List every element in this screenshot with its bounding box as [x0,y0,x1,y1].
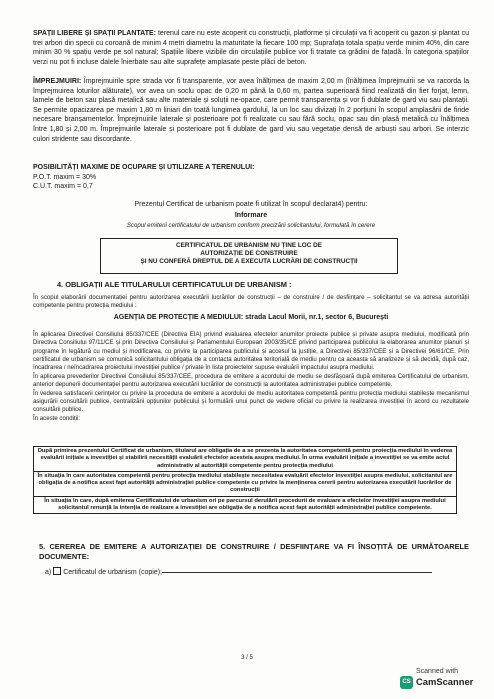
section4-heading: 4. OBLIGAȚII ALE TITULARULUI CERTIFICATULUI DE URBANISM : [57,280,292,289]
notice-line1: CERTIFICATUL DE URBANISM NU ȚINE LOC DE [175,242,323,249]
section4 [33,280,469,423]
cut-value: C.U.T. maxim = 0,7 [33,183,93,191]
scanned-with: Scanned with [416,668,459,675]
imprejmuiri-section [33,77,469,144]
page-number: 3 / 5 [241,654,253,661]
condition-cell [34,472,456,497]
camscanner-watermark [400,668,480,692]
section5 [33,542,469,578]
agency-line: AGENȚIA DE PROTECȚIE A MEDIULUI: strada Lacul Morii, nr.1, sector 6, București [113,313,389,321]
item-a-checkbox [53,567,61,575]
section4-intro: În scopul elaborării documentației pentru autorizarea executării lucrărilor de construcții – de construire / de desființare – solicitantul se va adresa autorității competente pentru protecția mediului : [33,293,469,309]
section4-p3: În vederea satisfacerii cerințelor cu privire la procedura de emitere a acordului de mediu autoritatea competentă pentru protecția mediului stabilește mecanismul asigurării consultării publice, centralizării opțiunilor publicului și formulării unui punct de vedere oficial cu privire la realizarea investiției în acord cu rezultatele consultării publice. [33,390,469,414]
posibilitati-section [33,163,469,192]
spatii-text: terenul care nu este acoperit cu construcții, platforme și circulații va fi acoperit cu gazon și plantat cu trei arbori din specii cu coroană de minim 4 metri diametru la maturitate la fiecare 100 mp; Suprafața totala spațiu verde minim 40%, din care minim 30 % spațiu verde pe sol natural; Spațiile libere vizibile din circulațiile publice vor fi tratate ca grădini de fațadă. În categoria spațiilor verzi nu pot fi incluse dalele înierbate sau alte suprafețe amplasate peste plăci de beton. [33,30,469,66]
imprejmuiri-paragraph [33,77,469,144]
scop-section [33,200,469,230]
section4-p4: În aceste condiții: [33,415,81,423]
condition-2: În situația în care autoritatea competentă pentru protecția mediului stabilește necesitatea evaluării efectelor investiției asupra mediului, solicitantul are obligația de a notifica acest fapt autorității administrației publice competente cu privire la menținerea cererii pentru autorizarea executării lucrărilor de construcții [37,472,453,494]
imprejmuiri-heading: ÎMPREJMUIRI: [33,78,82,85]
item-a-prefix: a) [45,569,52,576]
spatii-paragraph [33,29,469,67]
section5-heading: 5. CEREREA DE EMITERE A AUTORIZAȚIEI DE CONSTRUIRE / DESFIINȚARE VA FI ÎNSOȚITĂ DE URMĂTOARELE DOCUMENTE: [39,542,469,561]
posibilitati-heading: POSIBILITĂȚI MAXIME DE OCUPARE ȘI UTILIZARE A TERENULUI: [33,164,255,171]
item-a-label: Certificatul de urbanism (copie); [63,569,163,576]
scop-line: Prezentul Certificat de urbanism poate fi utilizat în scopul declarat4) pentru: [134,201,368,208]
section4-p2: În aplicarea prevederilor Directivei Consiliului 85/337/CEE, procedura de emitere a acordului de mediu se desfășoară după emiterea Certificatului de urbanism, anterior depunerii documentației pentru autorizarea executării lucrărilor de construcții la autoritatea administrației publice competente. [33,372,469,388]
item-a [33,567,469,578]
camscanner-text [416,668,473,687]
notice-line3: ȘI NU CONFERĂ DREPTUL DE A EXECUTA LUCRĂRI DE CONSTRUCȚII [140,258,358,266]
imprejmuiri-text: Împrejmuirile spre strada vor fi transparente, vor avea înălțimea de maxim 2,00 m (înălțimea împrejmuirii se va racorda la împrejmuirea loturilor alăturate), vor avea un soclu opac de 0,20 m până la 0,60 m, partea superioară fiind realizată din fier forjat, lemn, lamele de beton sau plasă metalică sau alte materiale și soluții ne-opace, care permit transparența și vor fi dublate de gard viu sau plantații. Se permite opacizarea pe maxim 1,80 m liniari din toată lungimea gardului, la un loc sau divizați în 2 porțiuni în scopul amplasării de firide necesare branșamentelor. Împrejmuirile laterale și posterioare pot fi realizate cu sau fără soclu, opac sau din plasă metalică cu înălțimea între 1,80 și 2,00 m. Împrejmuirile laterale și posterioare pot fi dublate de gard viu sau vegetație densă de arbuști sau arbori. Se interzic culori stridente sau discordante. [33,78,469,143]
condition-cell [34,497,456,514]
conditions-box [33,446,457,514]
condition-1: După primirea prezentului Certificat de urbanism, titularul are obligația de a se prezenta la autoritatea competentă pentru protecția mediului în vederea evaluării inițiale a investiției și stabilirii necesității evaluării efectelor acesteia asupra mediului. În urma evaluării inițiale a investiției se va emite actul administrativ al autorității competente pentru protecția mediului [37,448,453,469]
section4-p1: În aplicarea Directivei Consiliului 85/337/CEE (Directiva EIA) privind evaluarea efectelor anumitor proiecte publice și private asupra mediului, modificată prin Directiva Consiliului 97/11/CE și prin Directiva Consiliului și Parlamentului European 2003/35/CE privind participarea publicului la elaborarea anumitor planuri și programe în legătură cu mediul și modificarea, cu privire la participarea publicului și accesul la justiție, a Directivei 85/337/CEE și a Directivei 96/61/CE. Prin certificatul de urbanism se comunică solicitantului obligația de a contacta autoritatea teritorială de mediu pentru ca aceasta să analizeze și să decidă, după caz, încadrarea / neîncadrarea proiectului investiției publice / private în lista proiectelor supuse evaluării impactului asupra mediului. [33,331,469,371]
camscanner-brand: CamScanner [416,676,474,687]
notice-line2: AUTORIZAȚIE DE CONSTRUIRE [200,250,298,258]
condition-3: În situația în care, după emiterea Certificatului de urbanism ori pe parcursul derulării procedurii de evaluare a efectelor investiției asupra mediului solicitantul renunță la intenția de realizare a investiției are obligația de a notifica acest fapt autorității administrației publice competente. [44,497,446,512]
scop-value: Informare [234,211,268,219]
spatii-heading: SPAȚII LIBERE ȘI SPAȚII PLANTATE: [33,30,156,37]
item-a-fill-line [162,571,432,573]
condition-cell [34,447,456,472]
spatii-section [33,29,469,67]
pot-value: P.O.T. maxim = 30% [33,173,97,181]
scop-note: Scopul emiterii certificatului de urbanism conform precizării solicitantului, formulată în cerere [126,222,376,230]
camscanner-logo-icon: CS [400,676,413,689]
notice-box [100,238,398,274]
